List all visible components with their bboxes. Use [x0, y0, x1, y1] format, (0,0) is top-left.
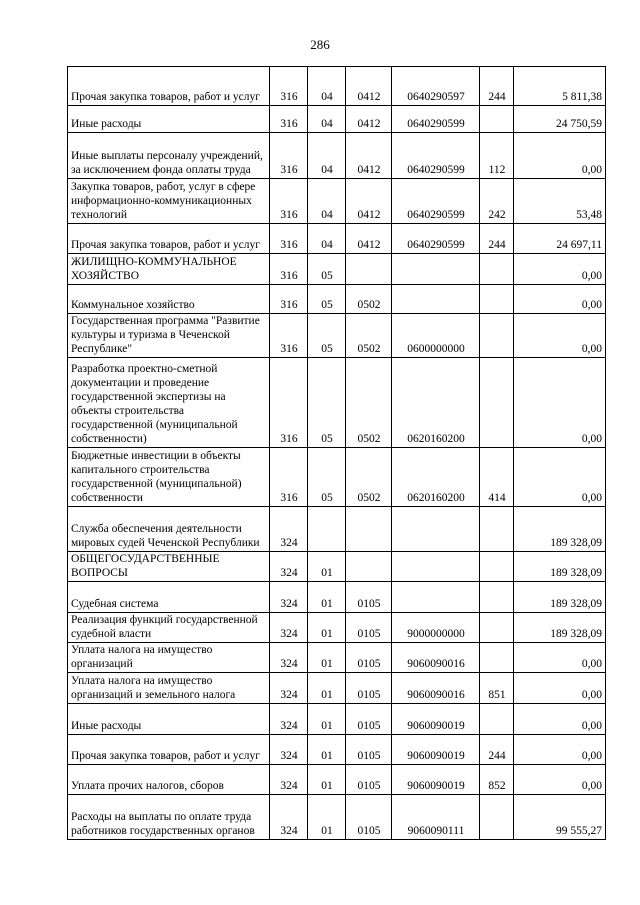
amount-cell: 53,48: [514, 179, 606, 224]
amount-cell: 0,00: [514, 704, 606, 735]
target-article-cell: 0640290599: [392, 224, 480, 254]
target-article-cell: 0620160200: [392, 358, 480, 448]
row-name-cell: ОБЩЕГОСУДАРСТВЕННЫЕ ВОПРОСЫ: [68, 552, 270, 582]
subsection-code-cell: 0502: [346, 358, 392, 448]
admin-code-cell: 316: [270, 448, 308, 507]
row-name-cell: Разработка проектно-сметной документации и проведение государственной экспертизы на объекты строительства государственной (муниципальной собственности): [68, 358, 270, 448]
admin-code-cell: 316: [270, 133, 308, 179]
table-row: [68, 552, 606, 582]
subsection-code-cell: 0502: [346, 448, 392, 507]
table-row: [68, 67, 606, 106]
amount-cell: 0,00: [514, 358, 606, 448]
admin-code-cell: 324: [270, 582, 308, 613]
admin-code-cell: 316: [270, 67, 308, 106]
table-row: [68, 358, 606, 448]
target-article-cell: 9000000000: [392, 613, 480, 643]
table-row: [68, 133, 606, 179]
subsection-code-cell: 0412: [346, 106, 392, 133]
table-row: [68, 735, 606, 765]
section-code-cell: 01: [308, 552, 346, 582]
amount-cell: 0,00: [514, 285, 606, 314]
table-row: [68, 765, 606, 795]
table-row: [68, 285, 606, 314]
row-name-cell: Прочая закупка товаров, работ и услуг: [68, 735, 270, 765]
page-number: 286: [310, 37, 330, 52]
admin-code-cell: 316: [270, 314, 308, 358]
amount-cell: 189 328,09: [514, 613, 606, 643]
target-article-cell: 0640290599: [392, 133, 480, 179]
row-name-cell: Закупка товаров, работ, услуг в сфере информационно-коммуникационных технологий: [68, 179, 270, 224]
expense-type-cell: [480, 643, 514, 673]
row-name-cell: Иные расходы: [68, 704, 270, 735]
section-code-cell: 01: [308, 643, 346, 673]
section-code-cell: 01: [308, 582, 346, 613]
expense-type-cell: 852: [480, 765, 514, 795]
table-row: [68, 179, 606, 224]
expense-type-cell: 112: [480, 133, 514, 179]
expense-type-cell: 244: [480, 67, 514, 106]
amount-cell: 0,00: [514, 448, 606, 507]
table-row: [68, 106, 606, 133]
section-code-cell: 04: [308, 133, 346, 179]
expense-type-cell: 414: [480, 448, 514, 507]
admin-code-cell: 324: [270, 765, 308, 795]
admin-code-cell: 316: [270, 224, 308, 254]
amount-cell: 189 328,09: [514, 582, 606, 613]
row-name-cell: Иные выплаты персоналу учреждений, за исключением фонда оплаты труда: [68, 133, 270, 179]
target-article-cell: [392, 552, 480, 582]
table-row: [68, 448, 606, 507]
section-code-cell: 01: [308, 704, 346, 735]
target-article-cell: [392, 582, 480, 613]
subsection-code-cell: 0412: [346, 67, 392, 106]
expense-type-cell: [480, 254, 514, 285]
section-code-cell: 01: [308, 673, 346, 704]
amount-cell: 189 328,09: [514, 552, 606, 582]
table-row: [68, 704, 606, 735]
target-article-cell: [392, 285, 480, 314]
section-code-cell: 05: [308, 285, 346, 314]
section-code-cell: 04: [308, 67, 346, 106]
row-name-cell: Коммунальное хозяйство: [68, 285, 270, 314]
target-article-cell: [392, 254, 480, 285]
admin-code-cell: 324: [270, 643, 308, 673]
section-code-cell: [308, 507, 346, 552]
target-article-cell: 0640290597: [392, 67, 480, 106]
section-code-cell: 01: [308, 613, 346, 643]
subsection-code-cell: 0105: [346, 735, 392, 765]
budget-table: [67, 66, 606, 840]
expense-type-cell: 851: [480, 673, 514, 704]
amount-cell: 5 811,38: [514, 67, 606, 106]
admin-code-cell: 316: [270, 358, 308, 448]
subsection-code-cell: 0105: [346, 613, 392, 643]
amount-cell: 99 555,27: [514, 795, 606, 840]
section-code-cell: 05: [308, 314, 346, 358]
expense-type-cell: 244: [480, 224, 514, 254]
admin-code-cell: 324: [270, 552, 308, 582]
amount-cell: 0,00: [514, 765, 606, 795]
section-code-cell: 01: [308, 765, 346, 795]
table-row: [68, 613, 606, 643]
row-name-cell: Прочая закупка товаров, работ и услуг: [68, 67, 270, 106]
expense-type-cell: [480, 795, 514, 840]
subsection-code-cell: [346, 552, 392, 582]
subsection-code-cell: 0105: [346, 582, 392, 613]
subsection-code-cell: 0502: [346, 285, 392, 314]
row-name-cell: Иные расходы: [68, 106, 270, 133]
table-row: [68, 795, 606, 840]
expense-type-cell: [480, 582, 514, 613]
row-name-cell: Служба обеспечения деятельности мировых судей Чеченской Республики: [68, 507, 270, 552]
amount-cell: 0,00: [514, 133, 606, 179]
target-article-cell: [392, 507, 480, 552]
row-name-cell: Прочая закупка товаров, работ и услуг: [68, 224, 270, 254]
table-row: [68, 254, 606, 285]
subsection-code-cell: 0412: [346, 179, 392, 224]
table-row: [68, 643, 606, 673]
subsection-code-cell: [346, 507, 392, 552]
target-article-cell: 9060090019: [392, 704, 480, 735]
row-name-cell: Государственная программа "Развитие культуры и туризма в Чеченской Республике": [68, 314, 270, 358]
target-article-cell: 0620160200: [392, 448, 480, 507]
admin-code-cell: 324: [270, 673, 308, 704]
table-row: [68, 507, 606, 552]
amount-cell: 24 697,11: [514, 224, 606, 254]
section-code-cell: 04: [308, 179, 346, 224]
admin-code-cell: 324: [270, 507, 308, 552]
target-article-cell: 9060090019: [392, 735, 480, 765]
expense-type-cell: [480, 552, 514, 582]
section-code-cell: 01: [308, 795, 346, 840]
admin-code-cell: 316: [270, 254, 308, 285]
expense-type-cell: [480, 613, 514, 643]
table-row: [68, 582, 606, 613]
row-name-cell: Судебная система: [68, 582, 270, 613]
table-row: [68, 314, 606, 358]
expense-type-cell: [480, 285, 514, 314]
section-code-cell: 05: [308, 448, 346, 507]
row-name-cell: Реализация функций государственной судебной власти: [68, 613, 270, 643]
target-article-cell: 0640290599: [392, 179, 480, 224]
section-code-cell: 04: [308, 224, 346, 254]
amount-cell: 0,00: [514, 643, 606, 673]
target-article-cell: 9060090111: [392, 795, 480, 840]
amount-cell: 0,00: [514, 314, 606, 358]
admin-code-cell: 324: [270, 735, 308, 765]
row-name-cell: Уплата налога на имущество организаций и земельного налога: [68, 673, 270, 704]
admin-code-cell: 324: [270, 795, 308, 840]
admin-code-cell: 316: [270, 106, 308, 133]
amount-cell: 0,00: [514, 673, 606, 704]
subsection-code-cell: 0105: [346, 643, 392, 673]
section-code-cell: 04: [308, 106, 346, 133]
target-article-cell: 9060090016: [392, 643, 480, 673]
admin-code-cell: 324: [270, 613, 308, 643]
expense-type-cell: [480, 507, 514, 552]
subsection-code-cell: [346, 254, 392, 285]
row-name-cell: Уплата налога на имущество организаций: [68, 643, 270, 673]
expense-type-cell: [480, 314, 514, 358]
subsection-code-cell: 0105: [346, 704, 392, 735]
table-row: [68, 673, 606, 704]
target-article-cell: 9060090019: [392, 765, 480, 795]
subsection-code-cell: 0105: [346, 673, 392, 704]
admin-code-cell: 324: [270, 704, 308, 735]
admin-code-cell: 316: [270, 179, 308, 224]
target-article-cell: 9060090016: [392, 673, 480, 704]
subsection-code-cell: 0105: [346, 765, 392, 795]
row-name-cell: Расходы на выплаты по оплате труда работников государственных органов: [68, 795, 270, 840]
expense-type-cell: [480, 106, 514, 133]
target-article-cell: 0640290599: [392, 106, 480, 133]
amount-cell: 0,00: [514, 254, 606, 285]
row-name-cell: ЖИЛИЩНО-КОММУНАЛЬНОЕ ХОЗЯЙСТВО: [68, 254, 270, 285]
amount-cell: 189 328,09: [514, 507, 606, 552]
expense-type-cell: 244: [480, 735, 514, 765]
subsection-code-cell: 0412: [346, 224, 392, 254]
expense-type-cell: 242: [480, 179, 514, 224]
section-code-cell: 01: [308, 735, 346, 765]
amount-cell: 0,00: [514, 735, 606, 765]
admin-code-cell: 316: [270, 285, 308, 314]
expense-type-cell: [480, 704, 514, 735]
subsection-code-cell: 0105: [346, 795, 392, 840]
row-name-cell: Бюджетные инвестиции в объекты капитального строительства государственной (муниципальной) собственности: [68, 448, 270, 507]
section-code-cell: 05: [308, 358, 346, 448]
subsection-code-cell: 0412: [346, 133, 392, 179]
target-article-cell: 0600000000: [392, 314, 480, 358]
expense-type-cell: [480, 358, 514, 448]
row-name-cell: Уплата прочих налогов, сборов: [68, 765, 270, 795]
section-code-cell: 05: [308, 254, 346, 285]
subsection-code-cell: 0502: [346, 314, 392, 358]
table-row: [68, 224, 606, 254]
amount-cell: 24 750,59: [514, 106, 606, 133]
